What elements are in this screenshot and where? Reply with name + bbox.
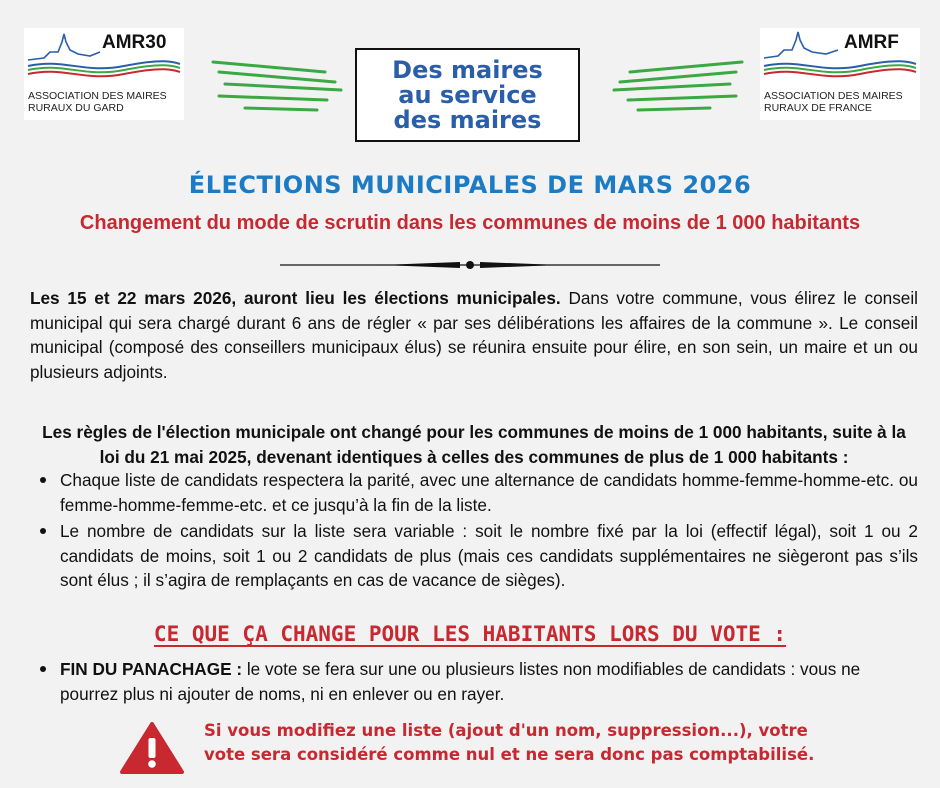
rules-list — [30, 468, 918, 595]
slogan-line: au service — [398, 80, 537, 109]
list-item — [30, 657, 918, 706]
change-list — [30, 657, 918, 706]
rules-heading: Les règles de l'élection municipale ont changé pour les communes de moins de 1 000 habitants, suite à la loi du 21 mai 2025, devenant identiques à celles des communes de plus de 1 000 habitants : — [42, 422, 906, 467]
logo-subtitle-line: RURAUX DU GARD — [28, 102, 124, 114]
intro-paragraph — [30, 286, 918, 384]
decorative-streaks — [610, 58, 750, 118]
list-item-text: le vote se fera sur une ou plusieurs listes non modifiables de candidats : vous ne pourrez plus ni ajouter de noms, ni en enlever ou en rayer. — [60, 659, 861, 704]
intro-bold: Les 15 et 22 mars 2026, auront lieu les élections municipales. — [30, 288, 561, 308]
logo-subtitle-line: ASSOCIATION DES MAIRES — [764, 90, 903, 102]
logo-name: AMRF — [844, 32, 899, 53]
list-item-text: Chaque liste de candidats respectera la parité, avec une alternance de candidats homme-femme-homme-etc. ou femme-homme-femme-etc. et ce jusqu’à la fin de la liste. — [60, 470, 918, 515]
warning-text — [204, 719, 884, 767]
logo-subtitle-line: ASSOCIATION DES MAIRES — [28, 90, 167, 102]
list-item — [30, 468, 918, 517]
change-heading: CE QUE ÇA CHANGE POUR LES HABITANTS LORS DU VOTE : — [153, 622, 787, 646]
amrf-logo — [760, 28, 920, 120]
list-item-text: Le nombre de candidats sur la liste sera variable : soit le nombre fixé par la loi (effectif légal), soit 1 ou 2 candidats de moins, soit 1 ou 2 candidats de plus (mais ces candidats supplémentaires ne siègeront pas s’ils sont élus ; il s’agira de remplaçants en cas de vacance de sièges). — [60, 521, 918, 590]
amr30-logo — [24, 28, 184, 120]
list-item — [30, 519, 918, 593]
logo-subtitle — [28, 90, 167, 114]
bullet-icon — [40, 666, 46, 672]
logo-subtitle-line: RURAUX DE FRANCE — [764, 102, 872, 114]
decorative-streaks — [205, 58, 345, 118]
bullet-icon — [40, 528, 46, 534]
slogan-box — [355, 48, 580, 142]
slogan-line: des maires — [393, 105, 542, 134]
warning-line: Si vous modifiez une liste (ajout d'un nom, suppression...), votre — [204, 721, 808, 740]
page-title: ÉLECTIONS MUNICIPALES DE MARS 2026 — [188, 171, 752, 199]
list-item-bold: FIN DU PANACHAGE : — [60, 659, 243, 679]
slogan-line: Des maires — [392, 55, 543, 84]
warning-triangle-icon — [118, 720, 186, 776]
bullet-icon — [40, 477, 46, 483]
ornamental-divider — [280, 257, 660, 273]
warning-line: vote sera considéré comme nul et ne sera donc pas comptabilisé. — [204, 745, 815, 764]
page-subtitle: Changement du mode de scrutin dans les communes de moins de 1 000 habitants — [79, 212, 861, 234]
logo-name: AMR30 — [102, 32, 167, 53]
logo-subtitle — [764, 90, 903, 114]
intro-text: Dans votre commune, vous élirez le conseil municipal qui sera chargé durant 6 ans de régler « par ses délibérations les affaires de la commune ». Le conseil municipal (composé des conseillers municipaux élus) se réunira ensuite pour élire, en son sein, un maire et un ou plusieurs adjoints. — [30, 288, 918, 382]
